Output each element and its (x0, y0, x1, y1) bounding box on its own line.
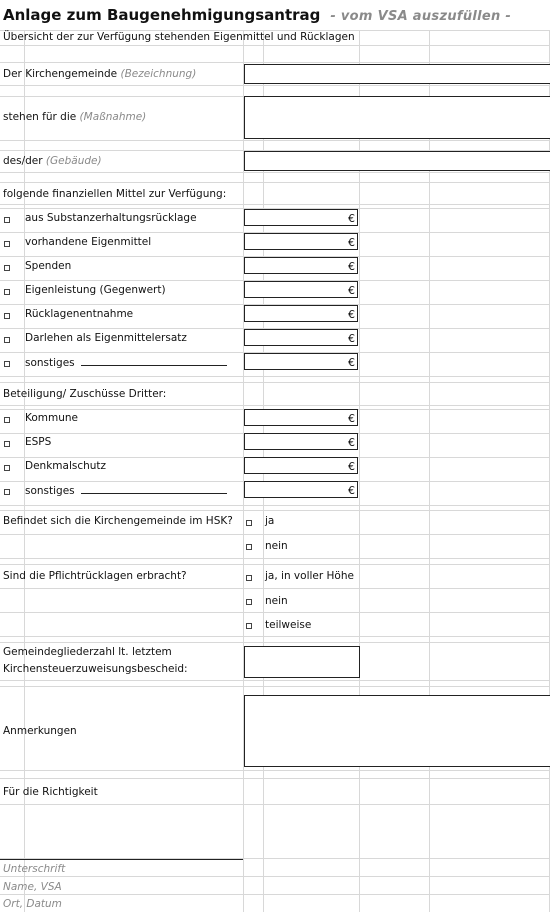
hsk-ja-checkbox[interactable] (246, 520, 252, 526)
funds-other-line[interactable] (81, 356, 227, 366)
footer-name: Name, VSA (3, 881, 62, 893)
members-label-1: Gemeindegliederzahl lt. letztem (3, 646, 172, 658)
pflicht-question: Sind die Pflichtrücklagen erbracht? (3, 570, 187, 582)
third-party-item-label: sonstiges (25, 484, 227, 497)
pflicht-teilweise-checkbox[interactable] (246, 623, 252, 629)
page-subtitle: - vom VSA auszufüllen - (330, 9, 512, 24)
third-party-amount-field[interactable]: € (244, 409, 358, 426)
gebaeude-label: des/der (Gebäude) (3, 155, 102, 167)
footer-place-date: Ort, Datum (3, 898, 62, 910)
third-party-amount-field[interactable]: € (244, 433, 358, 450)
funds-checkbox[interactable] (4, 241, 10, 247)
third-party-checkbox[interactable] (4, 441, 10, 447)
remarks-label: Anmerkungen (3, 725, 77, 737)
third-party-amount-field[interactable]: € (244, 481, 358, 498)
funds-amount-field[interactable]: € (244, 329, 358, 346)
funds-checkbox[interactable] (4, 337, 10, 343)
funds-amount-field[interactable]: € (244, 233, 358, 250)
funds-item-label: Darlehen als Eigenmittelersatz (25, 332, 187, 344)
hsk-nein-checkbox[interactable] (246, 544, 252, 550)
remarks-field[interactable] (244, 695, 550, 767)
funds-item-label: vorhandene Eigenmittel (25, 236, 152, 248)
third-party-item-label: Denkmalschutz (25, 460, 107, 472)
signature-line[interactable] (0, 859, 243, 860)
funds-item-label: Spenden (25, 260, 72, 272)
funds-item-label: sonstiges (25, 356, 227, 369)
members-label-2: Kirchensteuerzuweisungsbescheid: (3, 663, 188, 675)
funds-checkbox[interactable] (4, 217, 10, 223)
third-party-other-line[interactable] (81, 484, 227, 494)
third-party-checkbox[interactable] (4, 465, 10, 471)
page-title: Anlage zum Baugenehmigungsantrag - vom VSA auszufüllen - (3, 6, 512, 24)
massnahme-label: stehen für die (Maßnahme) (3, 111, 147, 123)
pflicht-teilweise-label: teilweise (265, 619, 312, 631)
footer-signature: Unterschrift (3, 863, 66, 875)
third-party-amount-field[interactable]: € (244, 457, 358, 474)
funds-amount-field[interactable]: € (244, 257, 358, 274)
gebaeude-field[interactable] (244, 151, 550, 171)
funds-amount-field[interactable]: € (244, 209, 358, 226)
massnahme-field[interactable] (244, 96, 550, 139)
third-party-heading: Beteiligung/ Zuschüsse Dritter: (3, 388, 167, 400)
third-party-checkbox[interactable] (4, 417, 10, 423)
funds-amount-field[interactable]: € (244, 305, 358, 322)
funds-checkbox[interactable] (4, 313, 10, 319)
third-party-item-label: ESPS (25, 436, 52, 448)
third-party-item-label: Kommune (25, 412, 79, 424)
funds-checkbox[interactable] (4, 361, 10, 367)
hsk-ja-label: ja (265, 515, 275, 527)
third-party-checkbox[interactable] (4, 489, 10, 495)
pflicht-ja-label: ja, in voller Höhe (265, 570, 354, 582)
funds-item-label: Rücklagenentnahme (25, 308, 134, 320)
funds-heading: folgende finanziellen Mittel zur Verfügung: (3, 188, 227, 200)
funds-amount-field[interactable]: € (244, 353, 358, 370)
pflicht-nein-label: nein (265, 595, 288, 607)
pflicht-ja-checkbox[interactable] (246, 575, 252, 581)
hsk-nein-label: nein (265, 540, 288, 552)
funds-checkbox[interactable] (4, 289, 10, 295)
pflicht-nein-checkbox[interactable] (246, 599, 252, 605)
funds-item-label: aus Substanzerhaltungsrücklage (25, 212, 197, 224)
funds-amount-field[interactable]: € (244, 281, 358, 298)
funds-item-label: Eigenleistung (Gegenwert) (25, 284, 166, 296)
kirchengemeinde-field[interactable] (244, 64, 550, 84)
kirchengemeinde-label: Der Kirchengemeinde (Bezeichnung) (3, 68, 197, 80)
correctness-label: Für die Richtigkeit (3, 786, 98, 798)
members-field[interactable] (244, 646, 360, 678)
hsk-question: Befindet sich die Kirchengemeinde im HSK? (3, 515, 233, 527)
intro-text: Übersicht der zur Verfügung stehenden Eigenmittel und Rücklagen (3, 31, 355, 43)
funds-checkbox[interactable] (4, 265, 10, 271)
